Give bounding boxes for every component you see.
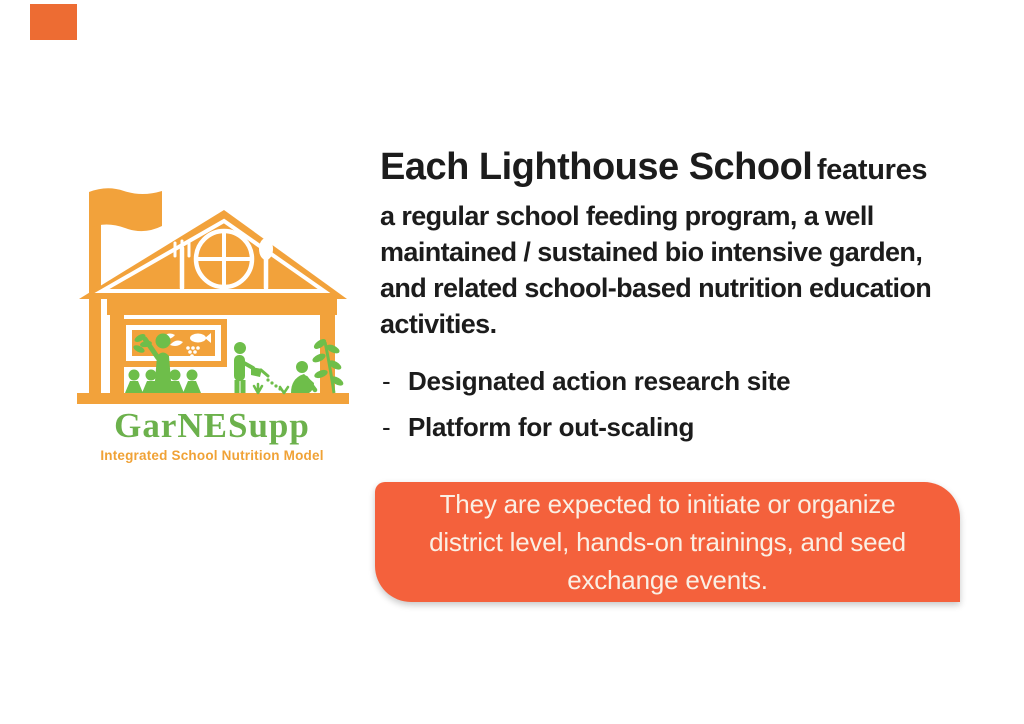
garnesupp-logo — [62, 186, 362, 463]
corner-accent-rectangle — [30, 4, 77, 40]
gardener-kneeling-icon — [291, 361, 315, 393]
bullet-text: Designated action research site — [408, 366, 791, 396]
logo-name: GarNESupp — [114, 406, 310, 445]
body-line: maintained / sustained bio intensive garden, — [380, 237, 923, 267]
slide-title — [380, 146, 980, 189]
bullet-text: Platform for out-scaling — [408, 412, 695, 442]
logo-tagline: Integrated School Nutrition Model — [100, 447, 324, 463]
callout-box — [375, 482, 960, 602]
body-line: a regular school feeding program, a well — [380, 201, 874, 231]
callout-line: They are expected to initiate or organize — [439, 489, 896, 519]
bullet-list — [382, 364, 982, 456]
callout-line: exchange events. — [567, 565, 768, 595]
seedling-icon — [254, 384, 288, 393]
garnesupp-house-icon — [62, 186, 362, 406]
picture-frame-icon — [120, 319, 227, 367]
plate-window-icon — [196, 231, 252, 287]
bullet-item — [382, 364, 982, 399]
main-text-block — [380, 146, 980, 342]
bullet-marker: - — [382, 366, 391, 396]
callout-line: district level, hands-on trainings, and seed — [429, 527, 906, 557]
body-line: and related school-based nutrition education — [380, 273, 932, 303]
title-main: Each Lighthouse School — [380, 146, 813, 188]
body-line: activities. — [380, 309, 497, 339]
bullet-item — [382, 410, 982, 445]
title-suffix: features — [816, 154, 928, 186]
ground-bar — [77, 393, 349, 404]
bullet-marker: - — [382, 412, 391, 442]
